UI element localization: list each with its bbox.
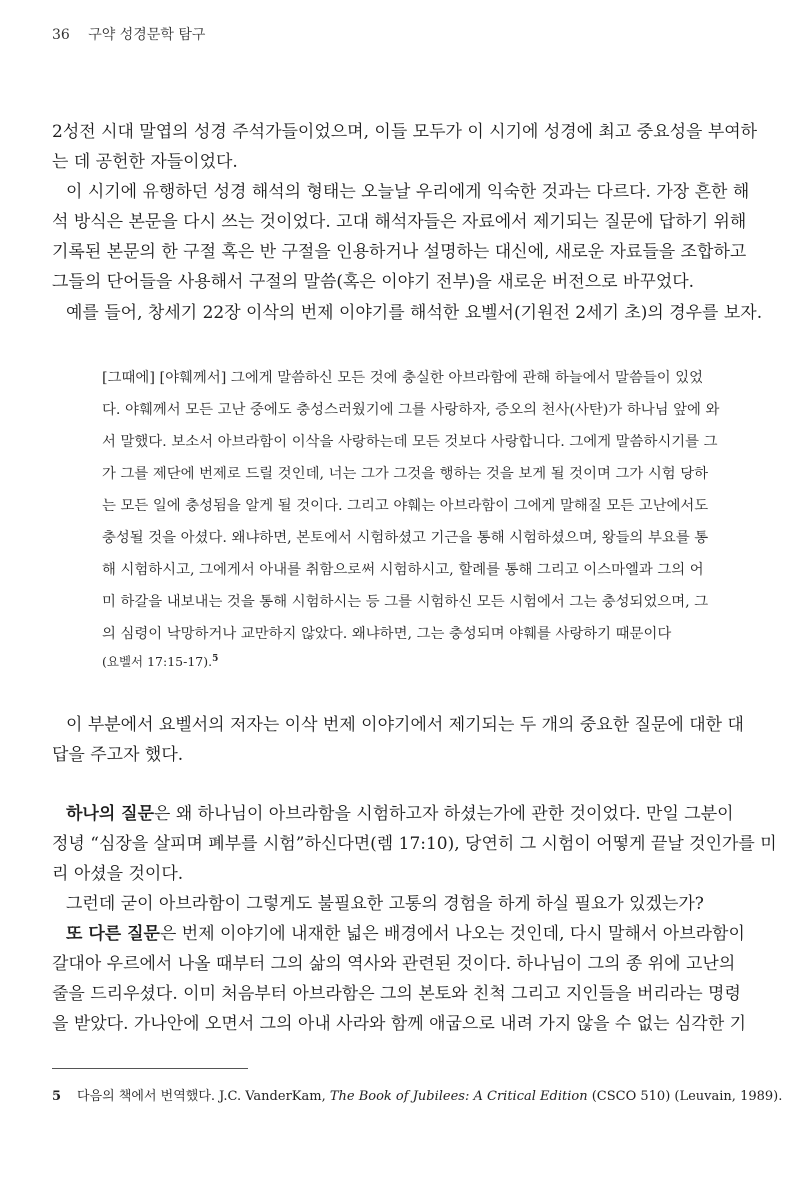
body-line: 는 데 공헌한 자들이었다. bbox=[52, 152, 238, 172]
quote-line: 미 하갈을 내보내는 것을 통해 시험하시는 등 그를 시험하신 모든 시험에서 그는 충성되었으며, 그 bbox=[102, 594, 709, 610]
body-line: 기록된 본문의 한 구절 혹은 반 구절을 인용하거나 설명하는 대신에, 새로운 자료들을 조합하고 bbox=[52, 242, 747, 262]
footnote-number: 5 bbox=[52, 1089, 62, 1104]
body-line: 예를 들어, 창세기 22장 이삭의 번제 이야기를 해석한 요벨서(기원전 2세기 초)의 경우를 보자. bbox=[66, 303, 763, 323]
body-line: 그들의 단어들을 사용해서 구절의 말씀(혹은 이야기 전부)을 새로운 버전으로 바꾸었다. bbox=[52, 272, 695, 292]
quote-line: 해 시험하시고, 그에게서 아내를 취함으로써 시험하시고, 할례를 통해 그리고 이스마엘과 그의 어 bbox=[102, 562, 704, 578]
quote-line: 의 심령이 낙망하거나 교만하지 않았다. 왜냐하면, 그는 충성되며 야훼를 사랑하기 때문이다 bbox=[102, 626, 672, 642]
body-line: 줄을 드리우셨다. 이미 처음부터 아브라함은 그의 본토와 친척 그리고 지인들을 버리라는 명령 bbox=[52, 984, 741, 1004]
quote-line: 다. 야훼께서 모든 고난 중에도 충성스러웠기에 그를 사랑하자, 증오의 천사(사탄)가 하나님 앞에 와 bbox=[102, 402, 720, 418]
body-text: 은 왜 하나님이 아브라함을 시험하고자 하셨는가에 관한 것이었다. 만일 그분이 bbox=[154, 804, 734, 824]
body-line: 정녕 “심장을 살피며 폐부를 시험”하신다면(렘 17:10), 당연히 그 시험이 어떻게 끝날 것인가를 미 bbox=[52, 834, 777, 854]
quote-line: 가 그를 제단에 번제로 드릴 것인데, 너는 그가 그것을 행하는 것을 보게 될 것이며 그가 시험 당하 bbox=[102, 466, 709, 482]
quote-citation: (요벨서 17:15-17). bbox=[102, 654, 213, 669]
body-line: 이 부분에서 요벨서의 저자는 이삭 번제 이야기에서 제기되는 두 개의 중요한 질문에 대한 대 bbox=[66, 715, 744, 735]
quote-line: [그때에] [야훼께서] 그에게 말씀하신 모든 것에 충실한 아브라함에 관해 하늘에서 말씀들이 있었 bbox=[102, 370, 704, 386]
body-line: 리 아셨을 것이다. bbox=[52, 864, 184, 884]
lead-term: 또 다른 질문 bbox=[66, 924, 160, 944]
body-line: 석 방식은 본문을 다시 쓰는 것이었다. 고대 해석자들은 자료에서 제기되는 질문에 답하기 위해 bbox=[52, 212, 747, 232]
footnote-text: (CSCO 510) (Leuvain, 1989). bbox=[587, 1089, 783, 1104]
footnote-marker: 5 bbox=[212, 653, 219, 664]
body-line bbox=[66, 799, 734, 824]
body-line: 2성전 시대 말엽의 성경 주석가들이었으며, 이들 모두가 이 시기에 성경에 최고 중요성을 부여하 bbox=[52, 122, 758, 142]
body-line: 이 시기에 유행하던 성경 해석의 형태는 오늘날 우리에게 익숙한 것과는 다르다. 가장 흔한 해 bbox=[66, 182, 750, 202]
quote-reference bbox=[102, 652, 218, 670]
body-line: 을 받았다. 가나안에 오면서 그의 아내 사라와 함께 애굽으로 내려 가지 않을 수 없는 심각한 기 bbox=[52, 1014, 747, 1034]
running-title: 구약 성경문학 탐구 bbox=[88, 27, 206, 43]
quote-line: 는 모든 일에 충성됨을 알게 될 것이다. 그리고 야훼는 아브라함이 그에게 말해질 모든 고난에서도 bbox=[102, 498, 709, 514]
footnote-divider bbox=[52, 1068, 248, 1069]
running-header bbox=[52, 24, 205, 44]
quote-line: 충성될 것을 아셨다. 왜냐하면, 본토에서 시험하셨고 기근을 통해 시험하셨으며, 왕들의 부요를 통 bbox=[102, 530, 709, 546]
footnote-book-title: The Book of Jubilees: A Critical Edition bbox=[329, 1089, 588, 1104]
body-line: 그런데 굳이 아브라함이 그렇게도 불필요한 고통의 경험을 하게 하실 필요가 있겠는가? bbox=[66, 894, 704, 914]
body-text: 은 번제 이야기에 내재한 넓은 배경에서 나오는 것인데, 다시 말해서 아브라함이 bbox=[159, 924, 745, 944]
footnote bbox=[52, 1085, 782, 1104]
body-line bbox=[66, 919, 745, 944]
body-line: 갈대아 우르에서 나올 때부터 그의 삶의 역사와 관련된 것이다. 하나님이 그의 종 위에 고난의 bbox=[52, 954, 736, 974]
quote-line: 서 말했다. 보소서 아브라함이 이삭을 사랑하는데 모든 것보다 사랑합니다. 그에게 말씀하시기를 그 bbox=[102, 434, 718, 450]
footnote-text: 다음의 책에서 번역했다. J.C. VanderKam, bbox=[77, 1089, 330, 1104]
lead-term: 하나의 질문 bbox=[66, 804, 155, 824]
page-number: 36 bbox=[52, 27, 70, 43]
body-line: 답을 주고자 했다. bbox=[52, 745, 184, 765]
